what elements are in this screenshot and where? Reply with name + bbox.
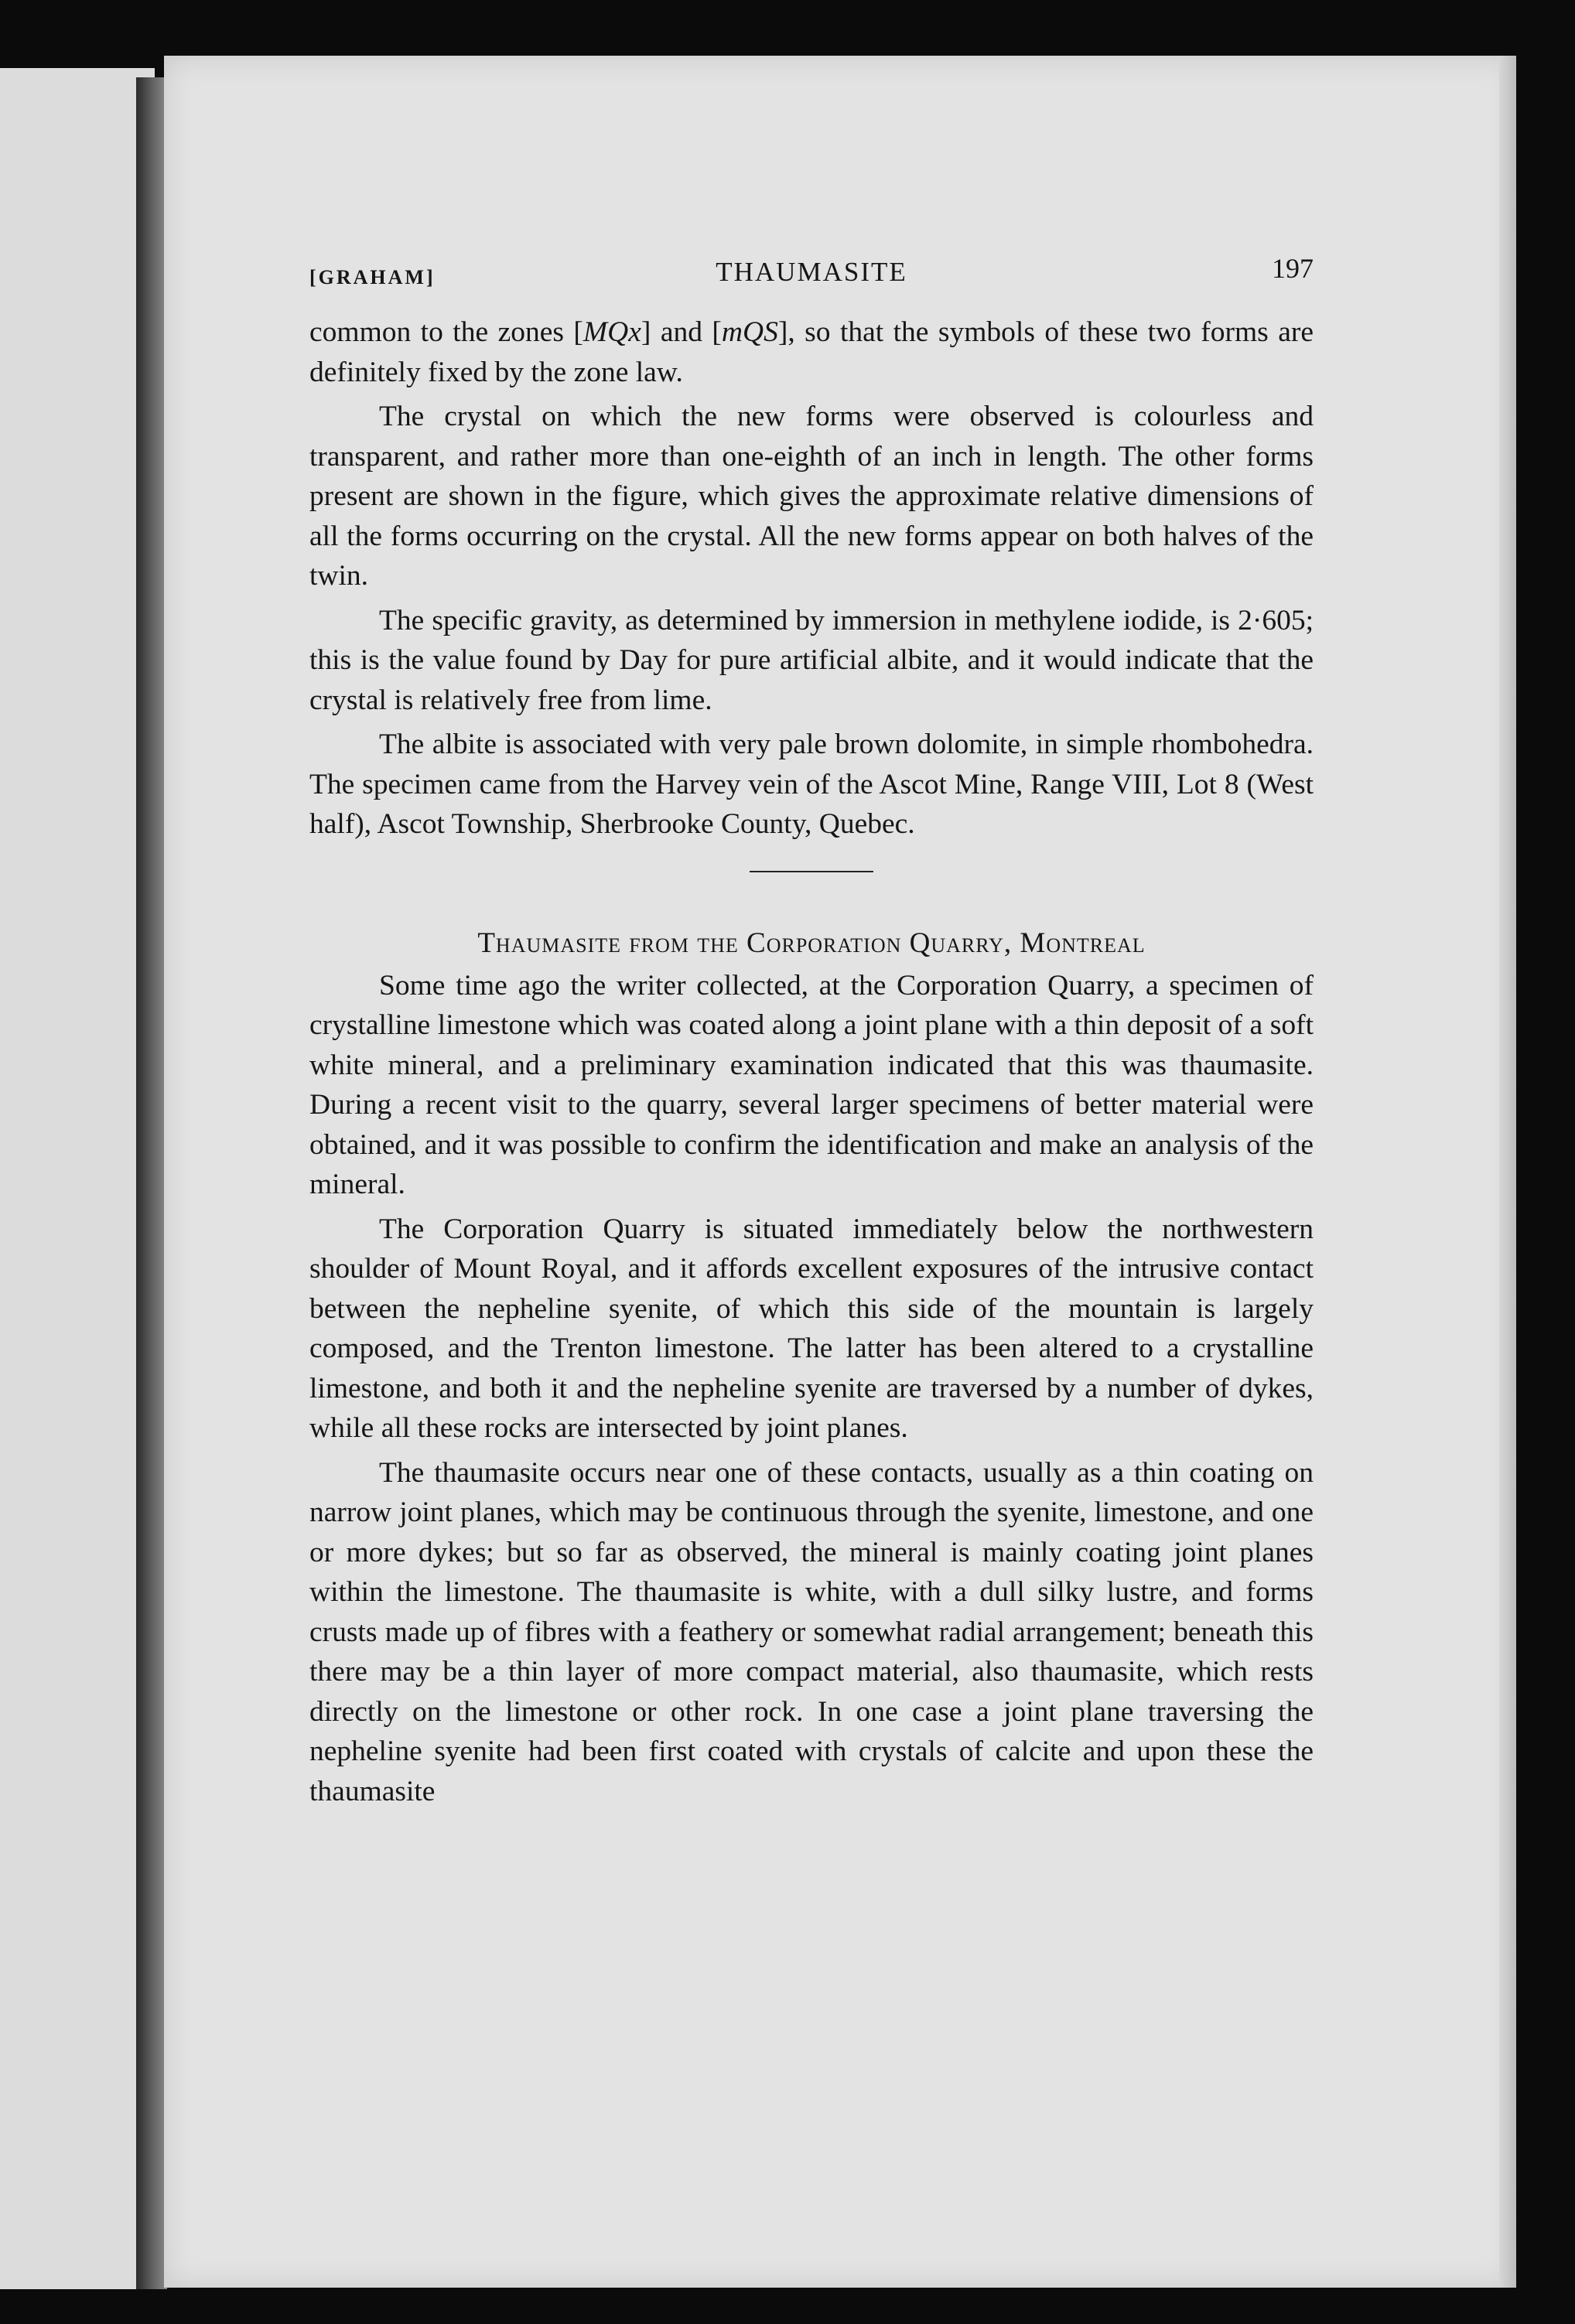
paragraph-zone-law: common to the zones [MQx] and [mQS], so that the symbols of these two forms are definitely fixed by the zone law. <box>309 316 1314 388</box>
page-content <box>309 249 1314 1811</box>
zone-symbol-mqs: mQS <box>721 316 778 348</box>
page-edge <box>1499 56 1516 2288</box>
book-spine-shadow <box>136 77 167 2289</box>
page-number: 197 <box>1272 253 1314 284</box>
zone-symbol-mqx: MQx <box>583 316 641 348</box>
paragraph-specific-gravity: The specific gravity, as determined by immersion in methylene iodide, is 2·605; this is the value found by Day for pure artificial albite, and it would indicate that the crystal is relatively free from lime. <box>309 604 1314 716</box>
paragraph-thaumasite-occurrence: The thaumasite occurs near one of these contacts, usually as a thin coating on narrow joint planes, which may be continuous through the syenite, limestone, and one or more dykes; but so far as observed, the mineral is mainly coating joint planes within the limestone. The thaumasite is white, with a dull silky lustre, and forms crusts made up of fibres with a feathery or somewhat radial arrangement; beneath this there may be a thin layer of more compact material, also thaumasite, which rests directly on the limestone or other rock. In one case a joint plane traversing the nepheline syenite had been first coated with crystals of calcite and upon these the thaumasite <box>309 1456 1314 1807</box>
previous-page-edge <box>0 68 155 2289</box>
paragraph-thaumasite-intro: Some time ago the writer collected, at the Corporation Quarry, a specimen of crystalline limestone which was coated along a joint plane with a thin deposit of a soft white mineral, and a preliminary examination indicated that this was thaumasite. During a recent visit to the quarry, several larger specimens of better material were obtained, and it was possible to confirm the identification and make an analysis of the mineral. <box>309 969 1314 1200</box>
paragraph-quarry-description: The Corporation Quarry is situated immediately below the northwestern shoulder of Mount Royal, and it affords excellent exposures of the intrusive contact between the nepheline syenite, of which this side of the mountain is largely composed, and the Trenton limestone. The latter has been altered to a crystalline limestone, and both it and the nepheline syenite are traversed by a number of dykes, while all these rocks are intersected by joint planes. <box>309 1213 1314 1444</box>
paragraph-albite-location: The albite is associated with very pale brown dolomite, in simple rhombohedra. The specimen came from the Harvey vein of the Ascot Mine, Range VIII, Lot 8 (West half), Ascot Township, Sherbrooke County, Quebec. <box>309 729 1314 840</box>
book-page <box>164 56 1516 2288</box>
paragraph-crystal: The crystal on which the new forms were observed is colourless and transparent, and rather more than one-eighth of an inch in length. The other forms present are shown in the figure, which gives the approximate relative dimensions of all the forms occurring on the crystal. All the new forms appear on both halves of the twin. <box>309 401 1314 592</box>
section-divider <box>750 871 873 872</box>
running-head-author: [GRAHAM] <box>309 266 436 288</box>
section-heading: Thaumasite from the Corporation Quarry, Montreal <box>477 927 1146 959</box>
running-head-title: THAUMASITE <box>716 257 907 287</box>
running-head <box>309 249 1314 295</box>
